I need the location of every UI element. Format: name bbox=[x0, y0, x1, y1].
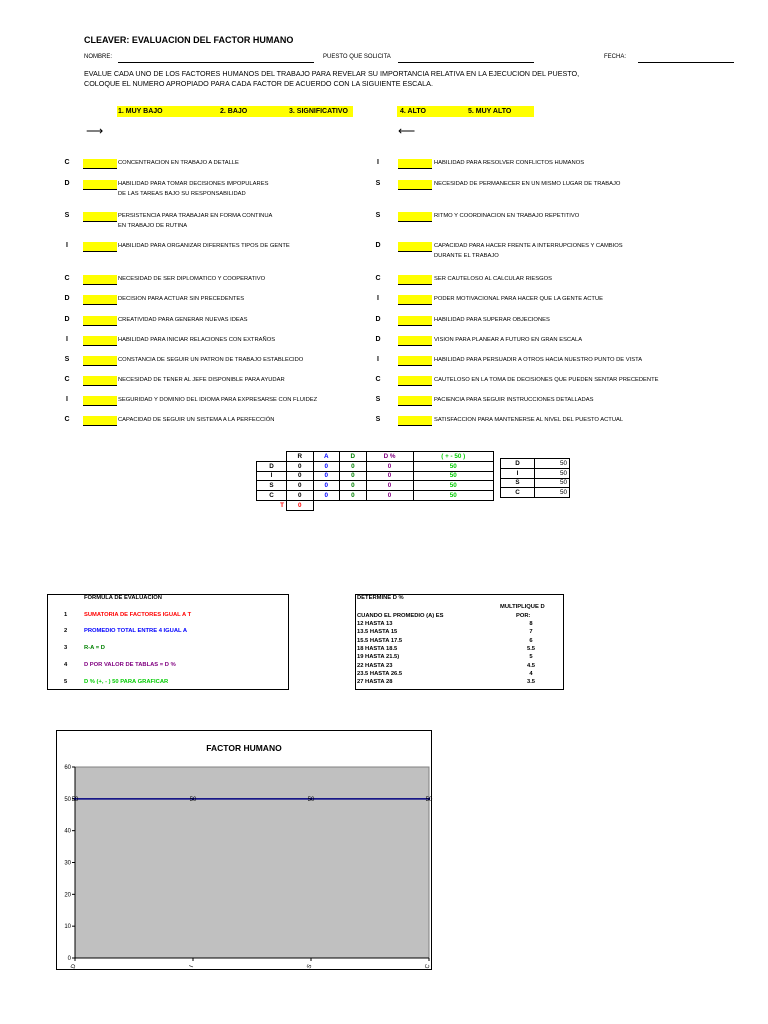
chart-data-label: 50 bbox=[189, 796, 197, 803]
factor-description bbox=[118, 295, 244, 305]
factor-letter: D bbox=[375, 316, 381, 323]
arrow-right-icon: ⟶ bbox=[86, 124, 104, 138]
calc-cell-dp: 0 bbox=[366, 471, 413, 481]
factor-description-line: HABILIDAD PARA TOMAR DECISIONES IMPOPULARES bbox=[118, 181, 269, 187]
formula-step-text: PROMEDIO TOTAL ENTRE 4 IGUAL A bbox=[84, 628, 188, 634]
factor-humano-chart bbox=[56, 730, 432, 970]
factor-letter: I bbox=[377, 295, 379, 302]
chart-x-tick-label: D bbox=[70, 963, 78, 970]
factor-score-input[interactable] bbox=[83, 396, 117, 406]
factor-score-input[interactable] bbox=[398, 396, 432, 406]
dpercent-range: 19 HASTA 21.5) bbox=[357, 654, 400, 661]
dpercent-mult-header-2: POR: bbox=[516, 613, 531, 619]
dpercent-range: 12 HASTA 13 bbox=[357, 621, 393, 627]
calc-cell-d: 0 bbox=[340, 471, 367, 481]
calc-header-r: R bbox=[287, 452, 314, 462]
fecha-field[interactable] bbox=[638, 62, 734, 63]
chart-y-tick-label: 50 bbox=[64, 796, 71, 803]
calc-total-row bbox=[257, 500, 494, 510]
factor-description bbox=[118, 180, 268, 199]
factor-description bbox=[118, 212, 272, 231]
calc-row bbox=[257, 471, 494, 481]
chart-y-tick-label: 0 bbox=[67, 956, 71, 962]
arrow-left-icon: ⟵ bbox=[398, 124, 416, 138]
factor-score-input[interactable] bbox=[83, 336, 117, 346]
dpercent-multiplier: 8 bbox=[529, 621, 533, 627]
factor-score-input[interactable] bbox=[398, 416, 432, 426]
calc-cell-r: 0 bbox=[287, 491, 314, 501]
factor-score-input[interactable] bbox=[398, 295, 432, 305]
factor-score-input[interactable] bbox=[398, 180, 432, 190]
factor-letter: S bbox=[64, 356, 70, 363]
formula-step-text: D % (+, - ) 50 PARA GRAFICAR bbox=[84, 679, 169, 685]
factor-letter: D bbox=[375, 242, 381, 249]
factor-description-line: HABILIDAD PARA SUPERAR OBJECIONES bbox=[434, 317, 550, 323]
chart-y-tick-label: 40 bbox=[64, 828, 71, 835]
calc-cell-r: 0 bbox=[287, 461, 314, 471]
formula-box bbox=[47, 594, 289, 690]
factor-description-line: CREATIVIDAD PARA GENERAR NUEVAS IDEAS bbox=[118, 317, 248, 323]
chart-y-tick-label: 30 bbox=[64, 860, 71, 867]
calc-total-empty bbox=[366, 500, 413, 510]
factor-description-line: SATISFACCION PARA MANTENERSE AL NIVEL DEL PUESTO ACTUAL bbox=[434, 417, 624, 423]
factor-description-line: HABILIDAD PARA RESOLVER CONFLICTOS HUMANOS bbox=[434, 160, 585, 166]
factor-description bbox=[434, 356, 642, 366]
factor-description bbox=[118, 316, 248, 326]
calc-table bbox=[256, 451, 494, 511]
factor-description-line: EN TRABAJO DE RUTINA bbox=[118, 222, 188, 229]
factor-description bbox=[118, 396, 317, 406]
nombre-field[interactable] bbox=[118, 62, 314, 63]
calc-cell-a: 0 bbox=[313, 481, 340, 491]
factor-description-line: NECESIDAD DE TENER AL JEFE DISPONIBLE PARA AYUDAR bbox=[118, 377, 285, 383]
formula-step-number: 1 bbox=[64, 612, 68, 618]
calc-total-label: T bbox=[280, 502, 284, 510]
factor-description-line: PACIENCIA PARA SEGUIR INSTRUCCIONES DETALLADAS bbox=[434, 397, 594, 403]
factor-description bbox=[434, 376, 659, 386]
calc-cell-r: 0 bbox=[287, 471, 314, 481]
calc-header-graph: ( + - 50 ) bbox=[413, 452, 493, 462]
dpercent-range: 18 HASTA 18.5 bbox=[357, 645, 398, 652]
factor-letter: C bbox=[375, 275, 381, 282]
calc-cell-d: 0 bbox=[340, 481, 367, 491]
factor-description-line: VISION PARA PLANEAR A FUTURO EN GRAN ESCALA bbox=[434, 337, 583, 343]
calc-row bbox=[257, 461, 494, 471]
puesto-field[interactable] bbox=[398, 62, 534, 63]
calc-total-value: 0 bbox=[287, 500, 314, 510]
chart-data-label: 50 bbox=[307, 796, 315, 803]
factor-score-input[interactable] bbox=[398, 336, 432, 346]
calc-row-label: I bbox=[257, 471, 287, 481]
chart-title: FACTOR HUMANO bbox=[206, 743, 282, 753]
calc-cell-dp: 0 bbox=[366, 481, 413, 491]
chart-data-label: 50 bbox=[425, 796, 433, 803]
chart-plot-area bbox=[75, 767, 429, 958]
factor-score-input[interactable] bbox=[398, 159, 432, 169]
factor-description-line: DE LAS TAREAS BAJO SU RESPONSABILIDAD bbox=[118, 190, 246, 197]
result-label: D bbox=[501, 459, 535, 469]
factor-description-line: NECESIDAD DE SER DIPLOMATICO Y COOPERATIVO bbox=[118, 276, 266, 282]
factor-description-line: CONSTANCIA DE SEGUIR UN PATRON DE TRABAJO ESTABLECIDO bbox=[118, 357, 304, 363]
factor-description bbox=[118, 159, 239, 169]
scale-muy-alto: 5. MUY ALTO bbox=[468, 108, 512, 115]
formula-title: FORMULA DE EVALUACION bbox=[84, 595, 162, 601]
dpercent-range-header: CUANDO EL PROMEDIO (A) ES bbox=[357, 613, 444, 619]
factor-score-input[interactable] bbox=[398, 275, 432, 285]
result-row bbox=[501, 488, 570, 498]
factor-description bbox=[118, 242, 290, 252]
dpercent-range: 22 HASTA 23 bbox=[357, 662, 393, 669]
calc-header-row bbox=[257, 452, 494, 462]
factor-score-input[interactable] bbox=[83, 416, 117, 426]
dpercent-title: DETERMINE D % bbox=[357, 595, 404, 601]
instructions bbox=[84, 69, 644, 89]
dpercent-multiplier: 5 bbox=[529, 654, 533, 661]
calc-header-dp: D % bbox=[366, 452, 413, 462]
formula-step-number: 2 bbox=[64, 628, 68, 634]
factor-description bbox=[434, 180, 620, 190]
calc-cell-dp: 0 bbox=[366, 491, 413, 501]
chart-y-tick-label: 20 bbox=[64, 892, 71, 899]
result-value: 50 bbox=[535, 468, 570, 478]
factor-score-input[interactable] bbox=[83, 356, 117, 366]
calc-cell-g: 50 bbox=[413, 481, 493, 491]
result-value: 50 bbox=[535, 488, 570, 498]
dpercent-mult-header: MULTIPLIQUE D bbox=[500, 604, 545, 610]
result-table bbox=[500, 458, 570, 498]
result-row bbox=[501, 478, 570, 488]
calc-row-label: D bbox=[257, 461, 287, 471]
factor-score-input[interactable] bbox=[398, 212, 432, 222]
calc-total-empty bbox=[313, 500, 340, 510]
dpercent-multiplier: 3.5 bbox=[526, 679, 536, 686]
factor-letter: D bbox=[64, 295, 70, 302]
calc-total-empty bbox=[413, 500, 493, 510]
factor-score-input[interactable] bbox=[83, 316, 117, 326]
factor-letter: C bbox=[64, 159, 70, 166]
factor-description bbox=[118, 356, 303, 366]
result-label: S bbox=[501, 478, 535, 488]
factor-description bbox=[434, 416, 623, 426]
factor-letter: S bbox=[375, 396, 381, 403]
chart-y-tick-label: 10 bbox=[64, 924, 71, 931]
factor-letter: I bbox=[377, 159, 379, 166]
dpercent-multiplier: 4 bbox=[529, 670, 533, 677]
factor-letter: D bbox=[64, 180, 70, 187]
nombre-label: NOMBRE: bbox=[84, 54, 113, 60]
factor-description-line: SER CAUTELOSO AL CALCULAR RIESGOS bbox=[434, 276, 553, 282]
calc-cell-g: 50 bbox=[413, 471, 493, 481]
factor-description-line: RITMO Y COORDINACION EN TRABAJO REPETITIVO bbox=[434, 213, 580, 219]
chart-x-tick-label: S bbox=[306, 963, 314, 970]
calc-cell-g: 50 bbox=[413, 491, 493, 501]
factor-letter: S bbox=[375, 212, 381, 219]
calc-cell-r: 0 bbox=[287, 481, 314, 491]
factor-description bbox=[434, 242, 623, 261]
fecha-label: FECHA: bbox=[604, 54, 627, 60]
factor-description bbox=[118, 376, 285, 386]
factor-description bbox=[434, 295, 603, 305]
factor-description-line: CONCENTRACION EN TRABAJO A DETALLE bbox=[118, 160, 239, 166]
calc-cell-a: 0 bbox=[313, 471, 340, 481]
calc-row-label: C bbox=[257, 491, 287, 501]
factor-description-line: HABILIDAD PARA PERSUADIR A OTROS HACIA NUESTRO PUNTO DE VISTA bbox=[434, 357, 643, 363]
formula-step-number: 5 bbox=[64, 679, 68, 685]
factor-letter: I bbox=[377, 356, 379, 363]
dpercent-multiplier: 4.5 bbox=[526, 662, 536, 669]
scale-bajo: 2. BAJO bbox=[220, 108, 248, 115]
factor-description bbox=[434, 275, 552, 285]
factor-score-input[interactable] bbox=[398, 316, 432, 326]
result-value: 50 bbox=[535, 459, 570, 469]
factor-description-line: HABILIDAD PARA INICIAR RELACIONES CON EXTRAÑOS bbox=[118, 337, 276, 343]
factor-score-input[interactable] bbox=[398, 376, 432, 386]
instructions-line: COLOQUE EL NUMERO APROPIADO PARA CADA FACTOR DE ACUERDO CON LA SIGUIENTE ESCALA. bbox=[84, 79, 433, 88]
factor-description-line: CAUTELOSO EN LA TOMA DE DECISIONES QUE PUEDEN SENTAR PRECEDENTE bbox=[434, 377, 659, 383]
factor-description-line: SEGURIDAD Y DOMINIO DEL IDIOMA PARA EXPRESARSE CON FLUIDEZ bbox=[118, 397, 318, 403]
factor-score-input[interactable] bbox=[83, 275, 117, 285]
factor-letter: I bbox=[66, 336, 68, 343]
puesto-label: PUESTO QUE SOLICITA bbox=[323, 54, 391, 60]
factor-description bbox=[434, 336, 582, 346]
factor-letter: C bbox=[64, 275, 70, 282]
factor-description-line: NECESIDAD DE PERMANECER EN UN MISMO LUGAR DE TRABAJO bbox=[434, 181, 621, 187]
factor-description bbox=[434, 396, 593, 406]
factor-score-input[interactable] bbox=[83, 295, 117, 305]
factor-description-line: CAPACIDAD PARA HACER FRENTE A INTERRUPCIONES Y CAMBIOS bbox=[434, 243, 623, 249]
result-label: I bbox=[501, 468, 535, 478]
calc-header-d: D bbox=[340, 452, 367, 462]
chart-x-tick-label: I bbox=[188, 964, 196, 969]
factor-description-line: HABILIDAD PARA ORGANIZAR DIFERENTES TIPOS DE GENTE bbox=[118, 243, 290, 249]
factor-letter: C bbox=[64, 416, 70, 423]
calc-cell-a: 0 bbox=[313, 491, 340, 501]
instructions-line: EVALUE CADA UNO DE LOS FACTORES HUMANOS DEL TRABAJO PARA REVELAR SU IMPORTANCIA RELATIVA EN LA EJECUCION DEL PUESTO, bbox=[84, 69, 580, 78]
factor-letter: S bbox=[375, 180, 381, 187]
factor-letter: D bbox=[64, 316, 70, 323]
factor-letter: I bbox=[66, 396, 68, 403]
factor-score-input[interactable] bbox=[83, 159, 117, 169]
factor-description bbox=[118, 275, 265, 285]
factor-letter: D bbox=[375, 336, 381, 343]
factor-score-input[interactable] bbox=[398, 356, 432, 366]
dpercent-range: 27 HASTA 28 bbox=[357, 679, 393, 686]
factor-description-line: DECISION PARA ACTUAR SIN PRECEDENTES bbox=[118, 296, 245, 302]
calc-header-empty bbox=[257, 452, 287, 462]
dpercent-range: 15.5 HASTA 17.5 bbox=[357, 637, 403, 644]
formula-step-number: 3 bbox=[64, 645, 68, 651]
factor-score-input[interactable] bbox=[83, 242, 117, 252]
calc-cell-d: 0 bbox=[340, 491, 367, 501]
result-value: 50 bbox=[535, 478, 570, 488]
factor-letter: C bbox=[64, 376, 70, 383]
scale-alto: 4. ALTO bbox=[400, 108, 426, 115]
factor-letter: C bbox=[375, 376, 381, 383]
factor-description-line: DURANTE EL TRABAJO bbox=[434, 252, 499, 259]
dpercent-multiplier: 5.5 bbox=[526, 645, 536, 652]
calc-total-empty bbox=[340, 500, 367, 510]
factor-description bbox=[434, 316, 550, 326]
calc-cell-a: 0 bbox=[313, 461, 340, 471]
factor-description bbox=[434, 212, 579, 222]
chart-y-tick-label: 60 bbox=[64, 765, 71, 771]
dpercent-range: 13.5 HASTA 15 bbox=[357, 629, 398, 636]
calc-row-label: S bbox=[257, 481, 287, 491]
page-title: CLEAVER: EVALUACION DEL FACTOR HUMANO bbox=[84, 35, 294, 45]
formula-step-number: 4 bbox=[64, 662, 68, 668]
formula-step-text: SUMATORIA DE FACTORES IGUAL A T bbox=[84, 612, 192, 618]
chart-x-tick-label: C bbox=[424, 963, 432, 970]
factor-description-line: PERSISTENCIA PARA TRABAJAR EN FORMA CONTINUA bbox=[118, 213, 273, 219]
factor-letter: S bbox=[64, 212, 70, 219]
factor-description bbox=[434, 159, 584, 169]
result-row bbox=[501, 468, 570, 478]
formula-step-text: R-A = D bbox=[84, 645, 105, 651]
dpercent-multiplier: 6 bbox=[529, 637, 533, 644]
calc-header-a: A bbox=[313, 452, 340, 462]
factor-score-input[interactable] bbox=[83, 212, 117, 222]
factor-description bbox=[118, 336, 275, 346]
scale-significativo: 3. SIGNIFICATIVO bbox=[289, 108, 348, 115]
factor-score-input[interactable] bbox=[83, 376, 117, 386]
result-row bbox=[501, 459, 570, 469]
calc-cell-dp: 0 bbox=[366, 461, 413, 471]
chart-data-label: 50 bbox=[71, 796, 79, 803]
calc-cell-g: 50 bbox=[413, 461, 493, 471]
chart-svg bbox=[57, 731, 433, 971]
factor-description-line: PODER MOTIVACIONAL PARA HACER QUE LA GENTE ACTUE bbox=[434, 296, 604, 302]
dpercent-multiplier: 7 bbox=[529, 629, 533, 636]
factor-description-line: CAPACIDAD DE SEGUIR UN SISTEMA A LA PERFECCIÓN bbox=[118, 417, 275, 423]
formula-step-text: D POR VALOR DE TABLAS = D % bbox=[84, 662, 176, 668]
calc-row bbox=[257, 491, 494, 501]
factor-score-input[interactable] bbox=[398, 242, 432, 252]
factor-letter: I bbox=[66, 242, 68, 249]
factor-score-input[interactable] bbox=[83, 180, 117, 190]
calc-row bbox=[257, 481, 494, 491]
factor-letter: S bbox=[375, 416, 381, 423]
result-label: C bbox=[501, 488, 535, 498]
scale-muy-bajo: 1. MUY BAJO bbox=[118, 108, 163, 115]
factor-description bbox=[118, 416, 274, 426]
dpercent-range: 23.5 HASTA 26.5 bbox=[357, 670, 403, 677]
calc-cell-d: 0 bbox=[340, 461, 367, 471]
